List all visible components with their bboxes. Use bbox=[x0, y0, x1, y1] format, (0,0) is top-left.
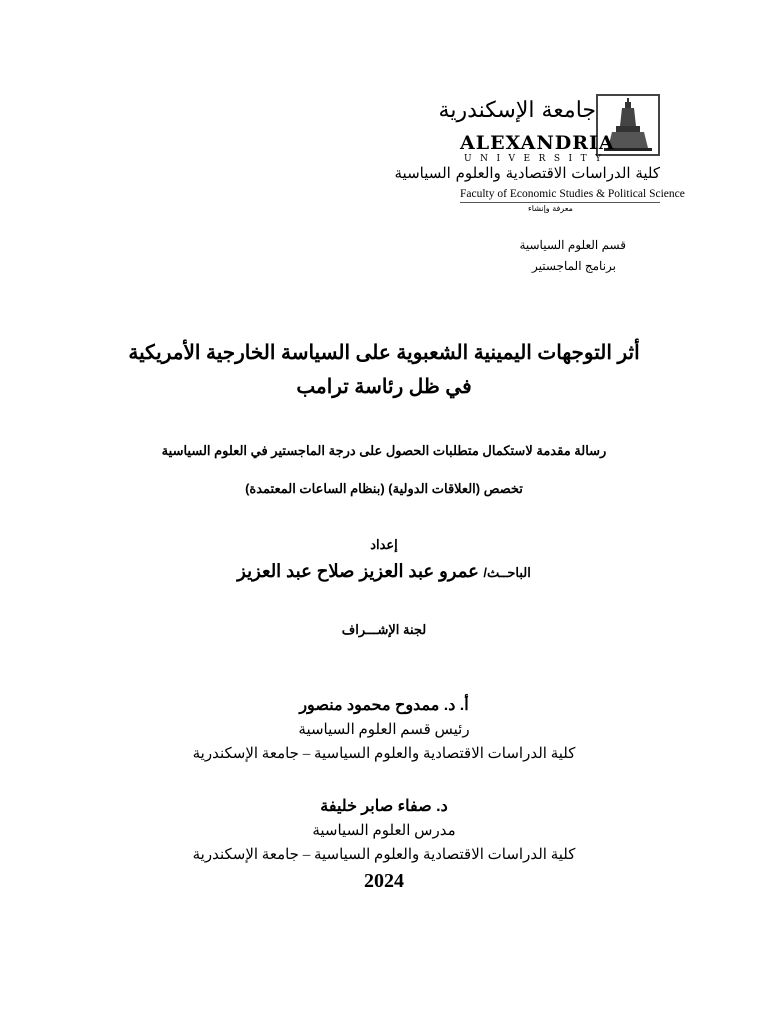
department-label: قسم العلوم السياسية bbox=[519, 238, 626, 252]
researcher-line bbox=[60, 561, 708, 582]
logo-arabic-name: جامعة الإسكندرية bbox=[438, 98, 596, 123]
thesis-title-line2: في ظل رئاسة ترامب bbox=[296, 376, 472, 398]
logo-english-name: ALEXANDRIA bbox=[460, 132, 615, 154]
prepared-by-label: إعداد bbox=[370, 537, 398, 552]
logo-university-label: UNIVERSITY bbox=[464, 154, 610, 164]
supervisor1-role: رئيس قسم العلوم السياسية bbox=[298, 722, 470, 738]
supervisor1-name: أ. د. ممدوح محمود منصور bbox=[299, 697, 469, 714]
logo-faculty-english: Faculty of Economic Studies & Political Science bbox=[460, 188, 685, 200]
researcher-name: عمرو عبد العزيز صلاح عبد العزيز bbox=[237, 561, 479, 581]
year: 2024 bbox=[364, 870, 404, 892]
logo-motto: معرفة وإنشاء bbox=[528, 204, 573, 213]
supervisor2-role: مدرس العلوم السياسية bbox=[312, 823, 456, 839]
researcher-label: الباحــث/ bbox=[483, 565, 531, 580]
thesis-description-line1: رسالة مقدمة لاستكمال متطلبات الحصول على درجة الماجستير في العلوم السياسية bbox=[161, 443, 607, 458]
logo-divider bbox=[460, 202, 660, 203]
thesis-description-line2: تخصص (العلاقات الدولية) (بنظام الساعات المعتمدة) bbox=[245, 481, 523, 496]
supervisor1-affiliation: كلية الدراسات الاقتصادية والعلوم السياسية – جامعة الإسكندرية bbox=[192, 746, 576, 762]
program-label: برنامج الماجستير bbox=[531, 259, 616, 273]
logo-faculty-arabic: كلية الدراسات الاقتصادية والعلوم السياسية bbox=[394, 164, 660, 182]
supervision-committee-label: لجنة الإشـــراف bbox=[341, 622, 427, 637]
supervisor2-name: د. صفاء صابر خليفة bbox=[320, 798, 448, 815]
thesis-title-line1: أثر التوجهات اليمينية الشعبوية على السياسة الخارجية الأمريكية bbox=[128, 342, 640, 364]
supervisor2-affiliation: كلية الدراسات الاقتصادية والعلوم السياسية – جامعة الإسكندرية bbox=[192, 847, 576, 863]
university-logo bbox=[394, 94, 685, 222]
